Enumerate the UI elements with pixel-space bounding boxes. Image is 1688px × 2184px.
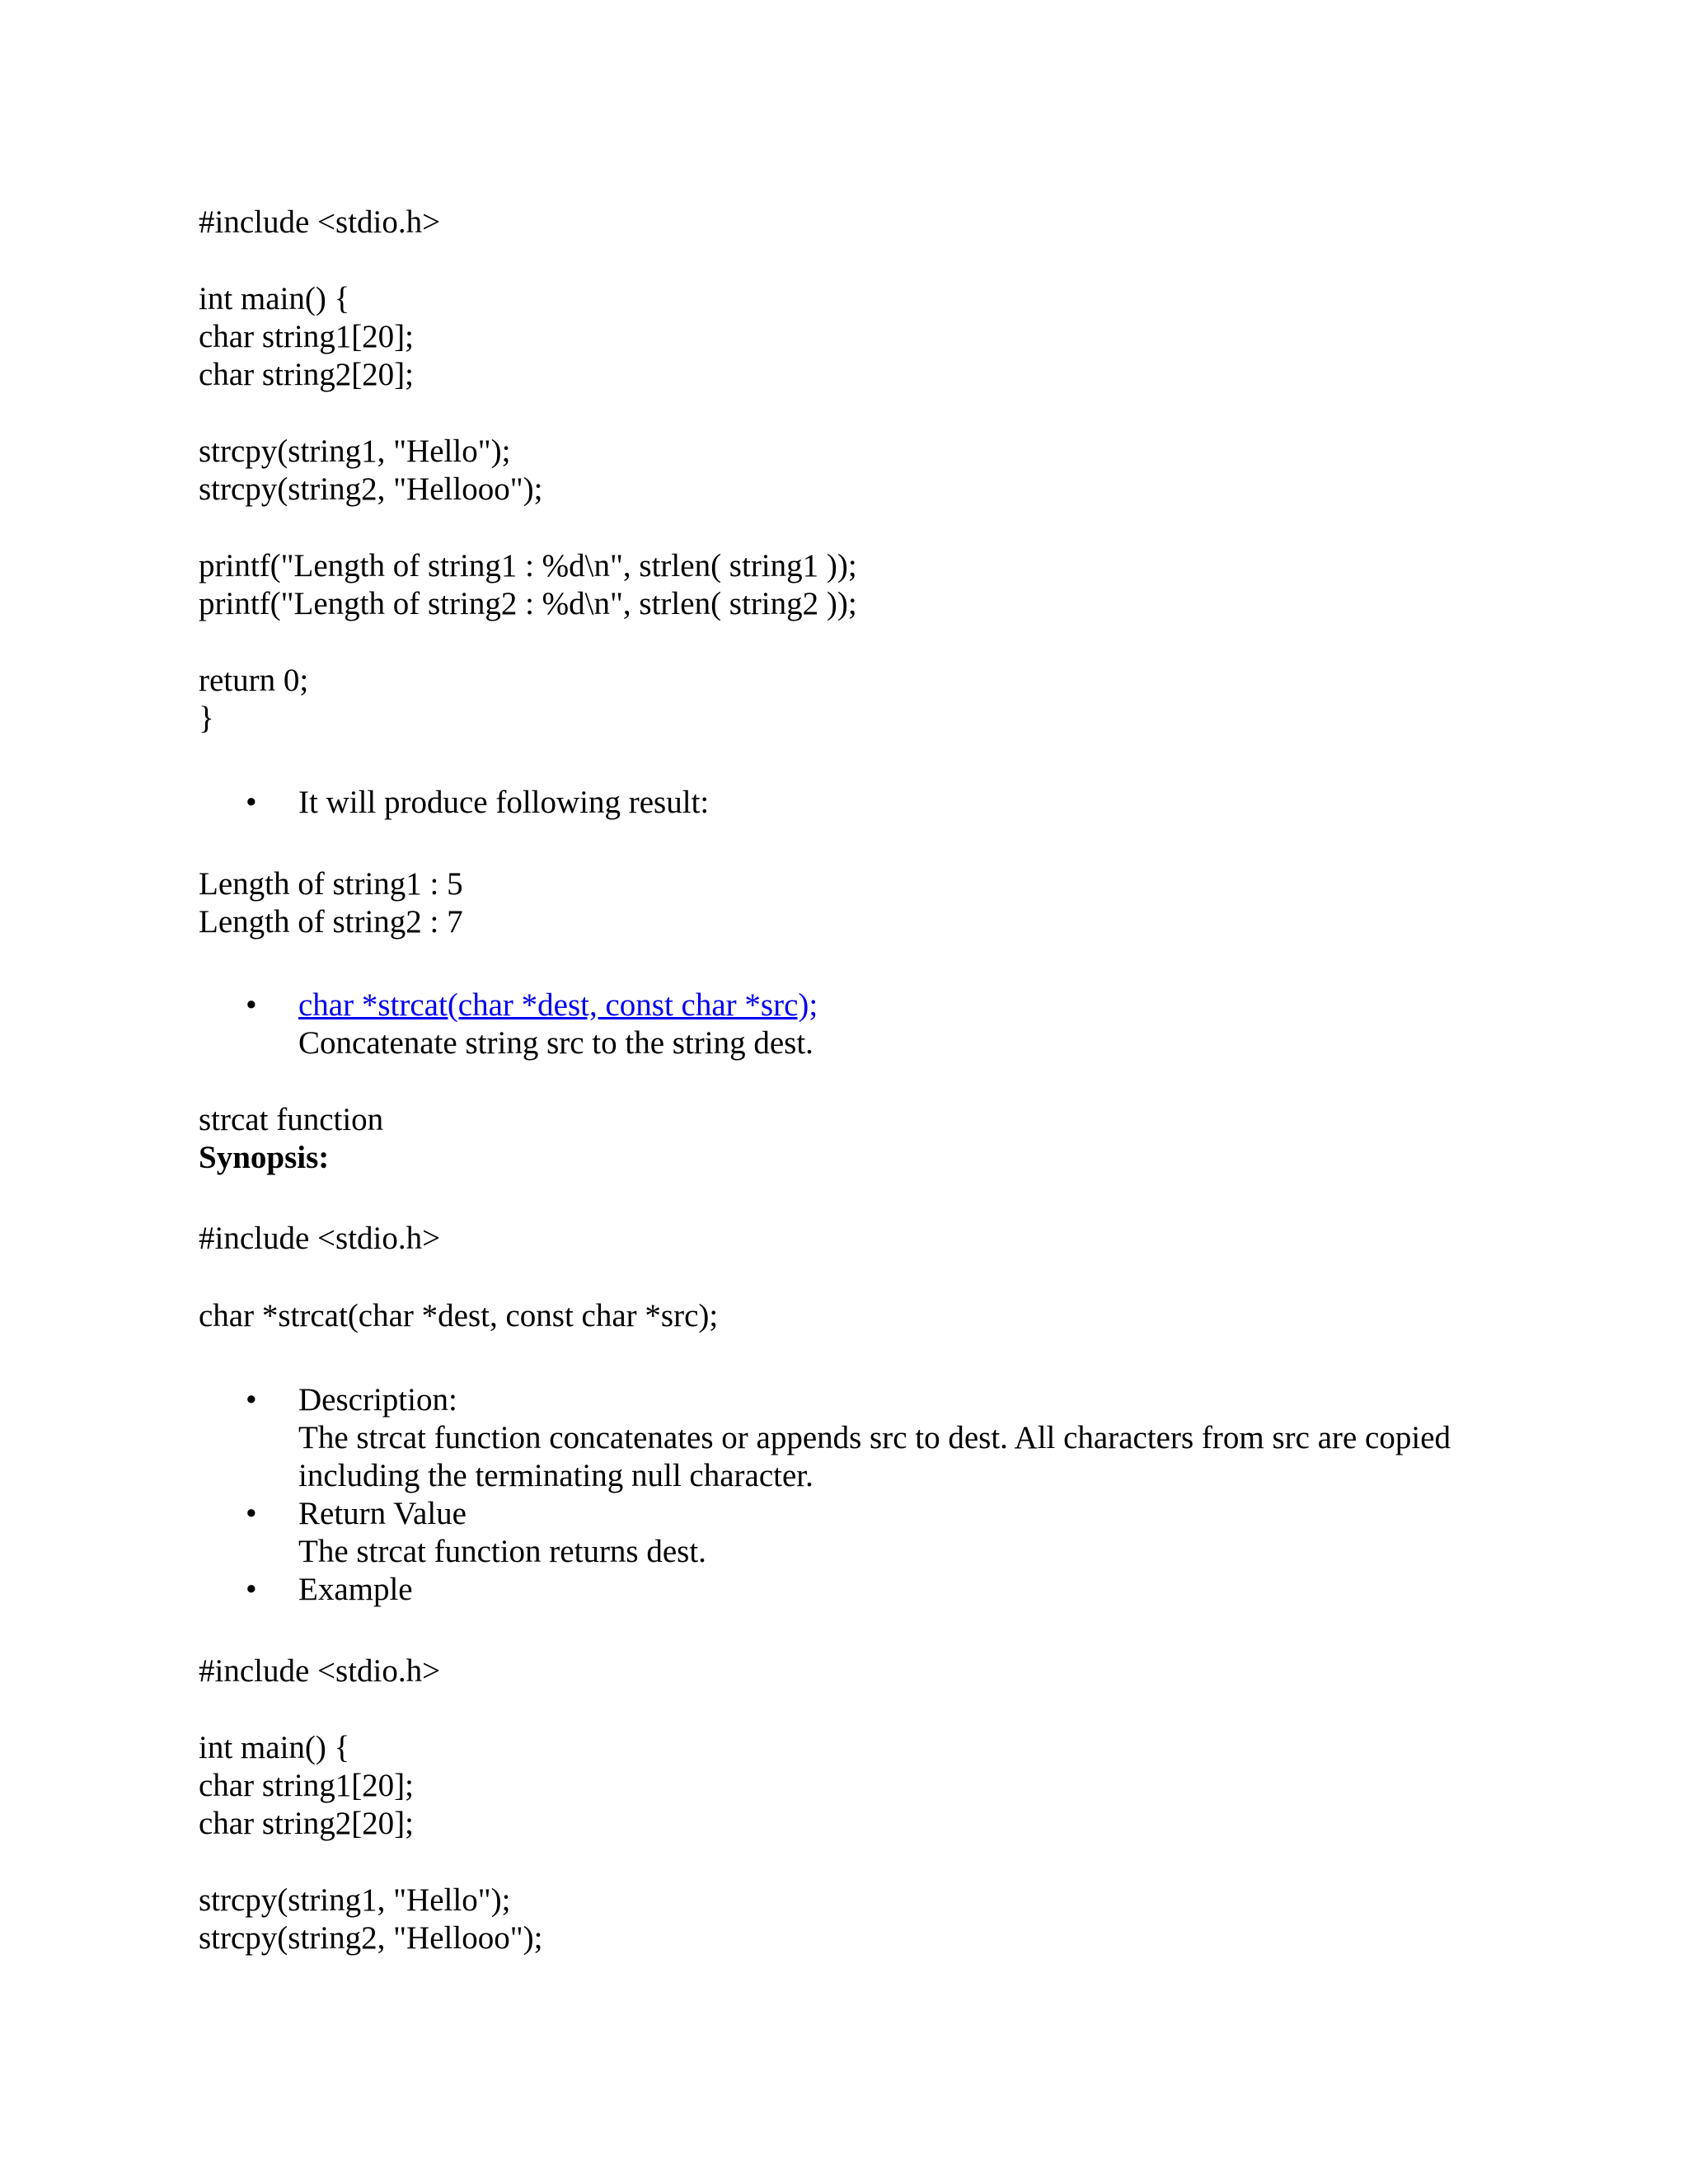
strcat-heading: strcat function: [199, 1102, 384, 1137]
code-line-close-brace: }: [199, 701, 214, 736]
synopsis-signature: char *strcat(char *dest, const char *src);: [199, 1298, 719, 1333]
bullet-return-value: •: [246, 1496, 257, 1531]
synopsis-label: Synopsis:: [199, 1140, 330, 1175]
code-line-include: #include <stdio.h>: [199, 204, 441, 240]
bullet-example: •: [246, 1572, 257, 1607]
code-line-decl-string2: char string2[20];: [199, 357, 415, 392]
strcat-link[interactable]: char *strcat(char *dest, const char *src);: [298, 987, 818, 1023]
bullet-description: •: [246, 1382, 257, 1418]
bullet-result: •: [246, 785, 257, 820]
code-line-return: return 0;: [199, 663, 309, 698]
strcat-summary: Concatenate string src to the string dest.: [298, 1025, 814, 1061]
description-label: Description:: [298, 1382, 457, 1418]
synopsis-include: #include <stdio.h>: [199, 1221, 441, 1256]
code2-line-decl-string1: char string1[20];: [199, 1768, 415, 1803]
code2-line-main: int main() {: [199, 1730, 350, 1765]
return-value-label: Return Value: [298, 1496, 467, 1531]
result-intro: It will produce following result:: [298, 785, 710, 820]
code2-line-strcpy-1: strcpy(string1, "Hello");: [199, 1882, 511, 1918]
description-text-1: The strcat function concatenates or appends src to dest. All characters from src are copied: [298, 1420, 1451, 1455]
code-line-decl-string1: char string1[20];: [199, 319, 415, 354]
return-value-text: The strcat function returns dest.: [298, 1534, 706, 1569]
code-line-printf-2: printf("Length of string2 : %d\n", strlen( string2 ));: [199, 586, 857, 621]
code-line-printf-1: printf("Length of string1 : %d\n", strlen( string1 ));: [199, 548, 857, 583]
description-text-2: including the terminating null character.: [298, 1458, 814, 1493]
code2-line-decl-string2: char string2[20];: [199, 1806, 415, 1841]
code2-line-strcpy-2: strcpy(string2, "Hellooo");: [199, 1920, 543, 1956]
example-label: Example: [298, 1572, 413, 1607]
result-line-1: Length of string1 : 5: [199, 866, 463, 902]
code-line-strcpy-2: strcpy(string2, "Hellooo");: [199, 471, 543, 507]
bullet-strcat-link: •: [246, 987, 257, 1023]
code-line-strcpy-1: strcpy(string1, "Hello");: [199, 434, 511, 469]
result-line-2: Length of string2 : 7: [199, 904, 463, 940]
code2-line-include: #include <stdio.h>: [199, 1653, 441, 1689]
code-line-main: int main() {: [199, 281, 350, 316]
